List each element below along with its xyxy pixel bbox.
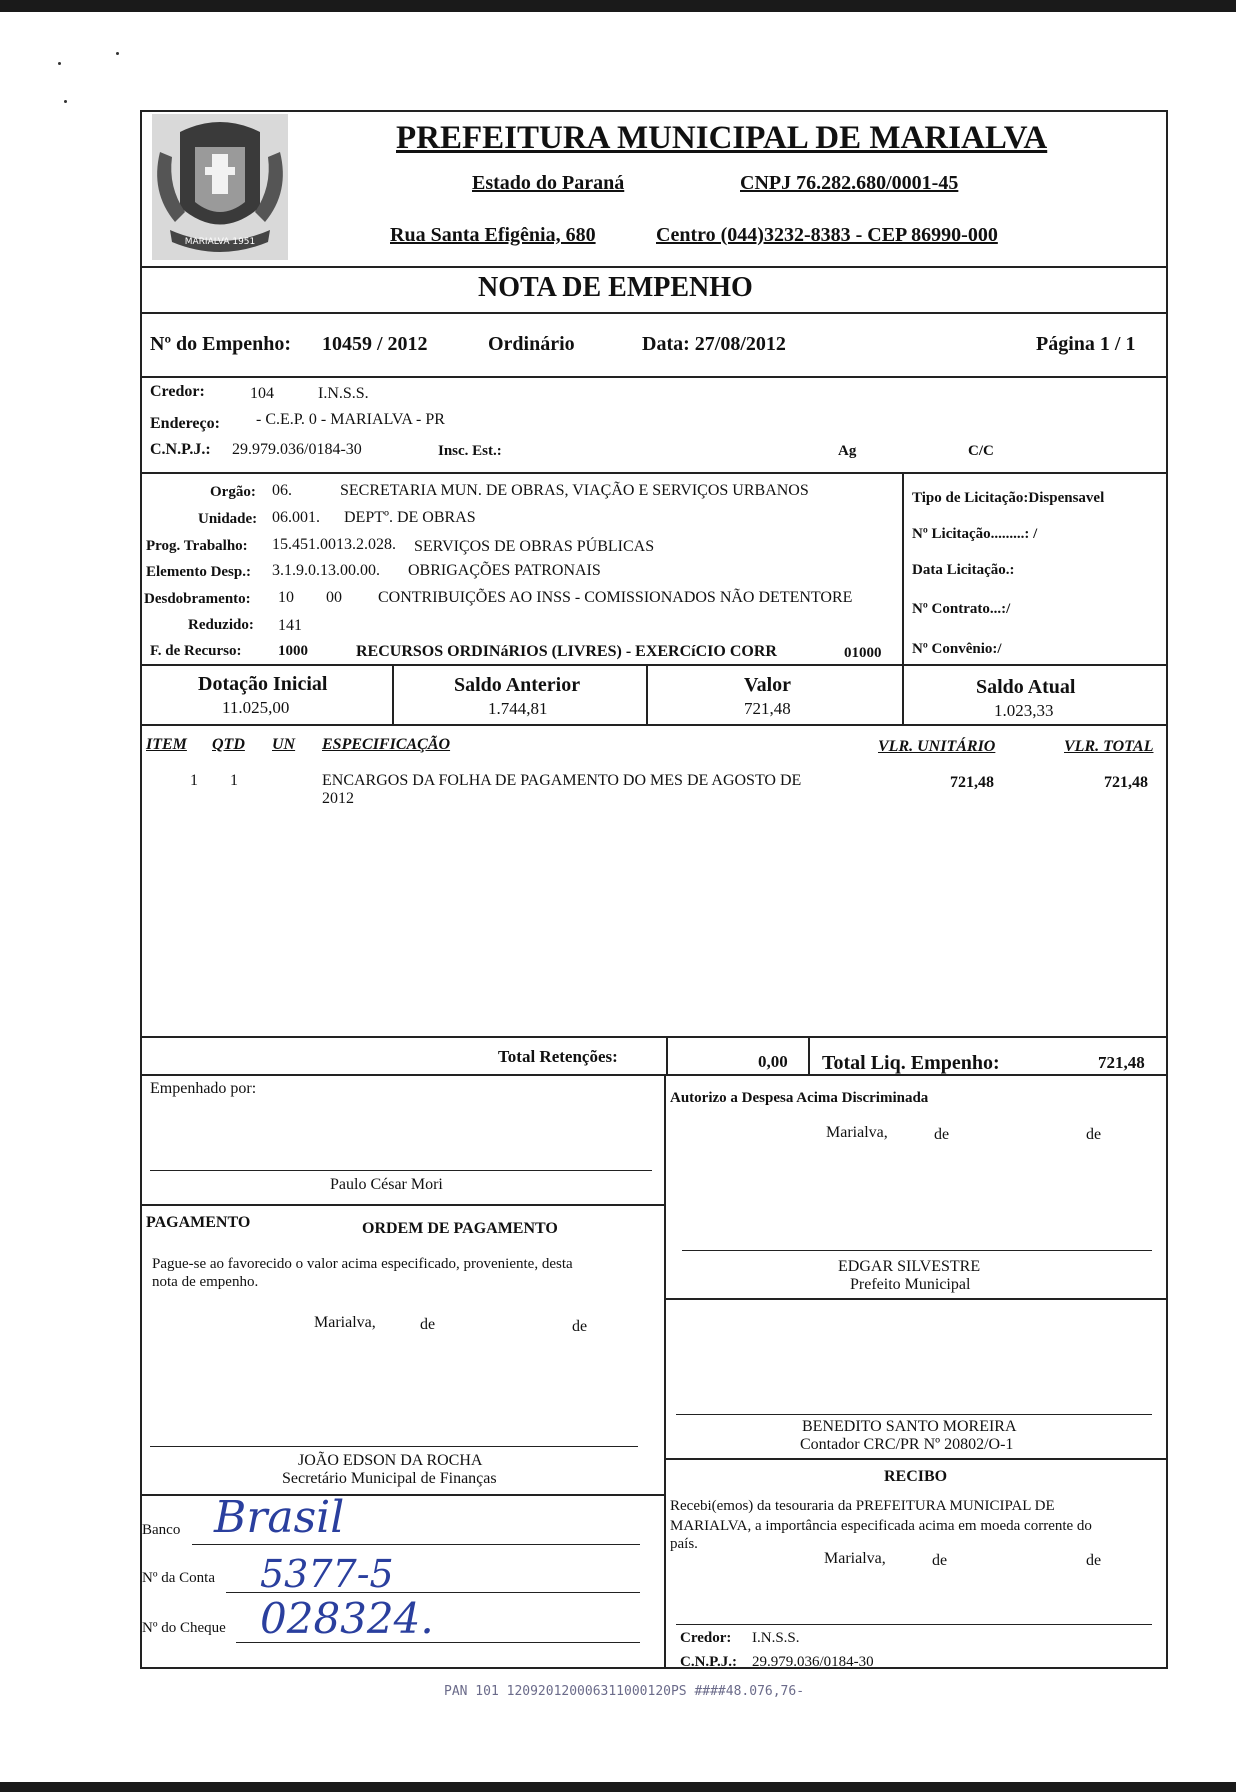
numero-contrato: Nº Contrato...:/ [912,601,1011,617]
recibo-label: RECIBO [884,1468,948,1485]
pagamento-de-1: de [420,1316,436,1333]
bank-stamp-line: PAN 101 120920120006311000120PS ####48.076,76- [444,1684,805,1699]
orgao-name: SECRETARIA MUN. DE OBRAS, VIAÇÃO E SERVIÇOS URBANOS [340,482,809,499]
elemento-name: OBRIGAÇÕES PATRONAIS [408,562,601,579]
recibo-cnpj-label: C.N.P.J.: [680,1654,737,1670]
numero-licitacao: Nº Licitação.........: / [912,526,1038,542]
empenho-number: 10459 / 2012 [322,333,428,355]
page-number: Página 1 / 1 [1036,333,1136,355]
recibo-de-1: de [932,1552,948,1569]
pagamento-city: Marialva, [314,1314,376,1331]
municipality-title: PREFEITURA MUNICIPAL DE MARIALVA [396,120,1048,156]
recibo-credor-label: Credor: [680,1630,732,1646]
desdobramento-code-2: 00 [326,589,342,606]
secretario-name: JOÃO EDSON DA ROCHA [298,1452,483,1469]
recurso-label: F. de Recurso: [150,643,242,659]
desdobramento-code-1: 10 [278,589,294,606]
autorizo-city: Marialva, [826,1124,888,1141]
col-qtd-header: QTD [212,736,245,753]
empenho-number-label: Nº do Empenho: [150,333,292,355]
account-label: C/C [968,443,994,459]
row-spec: ENCARGOS DA FOLHA DE PAGAMENTO DO MES DE AGOSTO DE [322,772,802,789]
conta-label: Nº da Conta [142,1570,215,1586]
recibo-city: Marialva, [824,1550,886,1567]
valor-value: 721,48 [744,699,791,718]
cheque-handwritten: 028324. [260,1594,434,1643]
scan-speck [64,100,67,103]
recibo-text-1: Recebi(emos) da tesouraria da PREFEITURA MUNICIPAL DE [670,1498,1055,1514]
scan-border-top [0,0,1236,12]
credor-label: Credor: [150,383,205,400]
saldo-anterior-label: Saldo Anterior [454,674,581,696]
col-un-header: UN [272,736,296,753]
pagamento-text-1: Pague-se ao favorecido o valor acima especificado, proveniente, desta [152,1256,573,1272]
pagamento-label: PAGAMENTO [146,1214,251,1231]
recurso-code-2: 01000 [844,645,882,661]
total-retencoes-value: 0,00 [758,1052,788,1071]
pagamento-text-2: nota de empenho. [152,1274,259,1290]
autorizo-label: Autorizo a Despesa Acima Discriminada [670,1090,929,1106]
insc-est-label: Insc. Est.: [438,443,502,459]
conta-handwritten: 5377-5 [260,1552,394,1596]
contact-line: Centro (044)3232-8383 - CEP 86990-000 [656,224,998,246]
document-title: NOTA DE EMPENHO [478,272,753,303]
tipo-licitacao: Tipo de Licitação:Dispensavel [912,490,1105,506]
desdobramento-name: CONTRIBUIÇÕES AO INSS - COMISSIONADOS NÃO DETENTORE [378,589,853,606]
reduzido-value: 141 [278,617,302,634]
recurso-name: RECURSOS ORDINáRIOS (LIVRES) - EXERCíCIO CORR [356,643,777,660]
prog-trabalho-name: SERVIÇOS DE OBRAS PÚBLICAS [414,538,655,555]
orgao-code: 06. [272,482,292,499]
credor-name: I.N.S.S. [318,385,369,402]
banco-handwritten: Brasil [214,1492,345,1543]
autorizo-de-1: de [934,1126,950,1143]
agency-label: Ag [838,443,857,459]
row-qtd: 1 [230,772,238,789]
address-label: Endereço: [150,415,220,432]
recibo-de-2: de [1086,1552,1102,1569]
dotacao-inicial-label: Dotação Inicial [198,673,328,695]
data-licitacao: Data Licitação.: [912,562,1015,578]
banco-label: Banco [142,1522,181,1538]
state-name: Estado do Paraná [472,172,625,194]
crest-lettering: MARIALVA 1951 [184,237,256,247]
recibo-text-3: país. [670,1536,698,1552]
reduzido-label: Reduzido: [188,617,254,633]
total-retencoes-label: Total Retenções: [498,1047,618,1066]
credor-address: - C.E.P. 0 - MARIALVA - PR [256,411,445,428]
empenhado-signer: Paulo César Mori [330,1176,443,1193]
elemento-label: Elemento Desp.: [146,564,251,580]
prefeito-name: EDGAR SILVESTRE [838,1258,981,1275]
contador-name: BENEDITO SANTO MOREIRA [802,1418,1017,1435]
row-item: 1 [190,772,198,789]
empenhado-label: Empenhado por: [150,1080,257,1097]
prog-trabalho-label: Prog. Trabalho: [146,538,248,554]
street-address: Rua Santa Efigênia, 680 [390,224,596,246]
recurso-code: 1000 [278,643,308,659]
scan-speck [58,62,61,65]
desdobramento-label: Desdobramento: [144,591,251,607]
col-spec-header: ESPECIFICAÇÃO [322,736,451,753]
contador-role: Contador CRC/PR Nº 20802/O-1 [800,1436,1014,1453]
scan-border-bottom [0,1782,1236,1792]
autorizo-de-2: de [1086,1126,1102,1143]
ordem-pagamento-label: ORDEM DE PAGAMENTO [362,1220,558,1237]
row-spec-continued: 2012 [322,790,354,807]
empenho-date: Data: 27/08/2012 [642,333,786,355]
unidade-name: DEPTº. DE OBRAS [344,509,476,526]
row-total-value: 721,48 [1104,774,1148,791]
row-unit-value: 721,48 [950,774,994,791]
saldo-anterior-value: 1.744,81 [488,699,548,718]
unidade-label: Unidade: [198,511,258,527]
col-unit-header: VLR. UNITÁRIO [878,738,996,755]
col-item-header: ITEM [146,736,187,753]
saldo-atual-value: 1.023,33 [994,701,1054,720]
credor-cnpj-label: C.N.P.J.: [150,441,211,458]
numero-convenio: Nº Convênio:/ [912,641,1002,657]
prog-trabalho-code: 15.451.0013.2.028. [272,536,396,553]
prefeito-role: Prefeito Municipal [850,1276,971,1293]
cheque-label: Nº do Cheque [142,1620,226,1636]
unidade-code: 06.001. [272,509,320,526]
pagamento-de-2: de [572,1318,588,1335]
recibo-text-2: MARIALVA, a importância especificada acima em moeda corrente do [670,1518,1092,1534]
valor-label: Valor [744,674,792,696]
dotacao-inicial-value: 11.025,00 [222,698,290,717]
municipality-cnpj: CNPJ 76.282.680/0001-45 [740,172,959,194]
elemento-code: 3.1.9.0.13.00.00. [272,562,380,579]
orgao-label: Orgão: [210,484,256,500]
empenho-type: Ordinário [488,333,575,355]
recibo-cnpj: 29.979.036/0184-30 [752,1654,874,1670]
total-liquido-label: Total Liq. Empenho: [822,1052,1000,1074]
secretario-role: Secretário Municipal de Finanças [282,1470,497,1487]
saldo-atual-label: Saldo Atual [976,676,1076,698]
credor-code: 104 [250,385,274,402]
col-total-header: VLR. TOTAL [1064,738,1154,755]
scan-speck [116,52,119,55]
credor-cnpj: 29.979.036/0184-30 [232,441,362,458]
recibo-credor: I.N.S.S. [752,1630,800,1646]
municipal-crest-icon [150,112,290,262]
total-liquido-value: 721,48 [1098,1053,1145,1072]
